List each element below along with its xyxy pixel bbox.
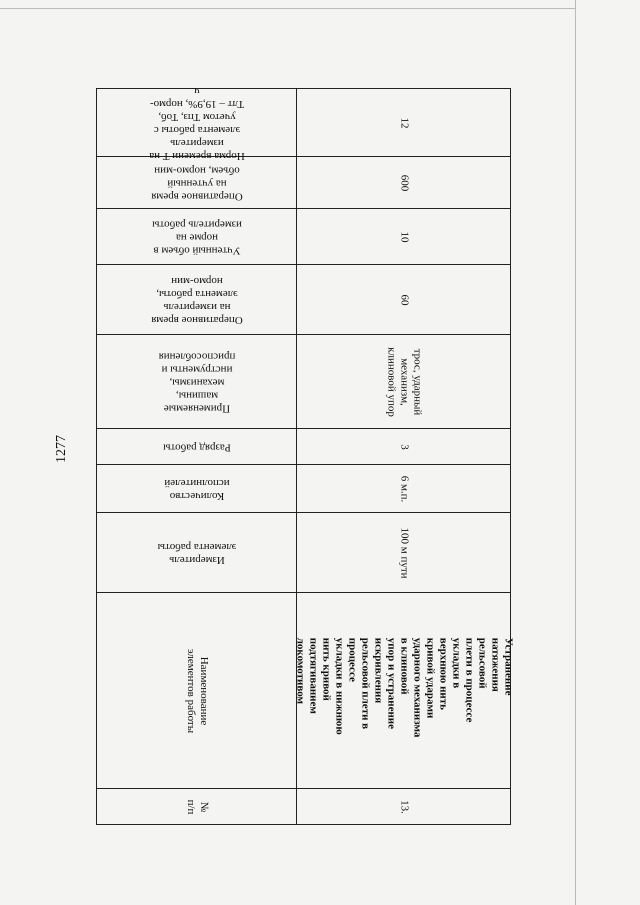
value-time-norm: 12	[398, 117, 410, 128]
header-cell-volume	[97, 209, 297, 265]
header-workers: Количество исполнителей	[163, 476, 230, 502]
value-cell-time-norm	[297, 89, 511, 157]
scan-edge-line	[575, 0, 576, 905]
value-meter: 100 м пути	[398, 526, 410, 579]
header-cell-name	[97, 593, 297, 789]
table-row-grade	[97, 429, 511, 465]
value-cell-number	[297, 789, 511, 825]
header-cell-op-time-volume	[97, 157, 297, 209]
header-number: № п/п	[184, 799, 210, 814]
value-cell-volume	[297, 209, 511, 265]
table-row-workers	[97, 465, 511, 513]
header-cell-grade	[97, 429, 297, 465]
header-cell-machines	[97, 335, 297, 429]
value-cell-machines	[297, 335, 511, 429]
header-time-norm: Норма времени Т на измеритель элемента работы с учетом Тпз, Тоб, Тлт – 19,9%, нормо-ч	[148, 84, 245, 162]
header-grade: Разряд работы	[162, 441, 231, 453]
table-row-name	[97, 593, 511, 789]
header-op-time: Оперативное время на измеритель элемента работы, нормо-мин	[150, 274, 243, 326]
value-cell-workers	[297, 465, 511, 513]
value-machines: трос, ударный механизм, клиновой упор	[385, 346, 423, 417]
value-volume: 10	[398, 231, 410, 242]
value-cell-name	[294, 593, 514, 789]
table-row-time-norm	[97, 89, 511, 157]
table-row-volume	[97, 209, 511, 265]
value-op-time: 60	[398, 294, 410, 305]
header-name: Наименование элементов работы	[184, 648, 210, 733]
value-grade: 3	[398, 443, 410, 450]
header-op-time-volume: Оперативное время на учтенный объем, нормо-мин	[150, 164, 243, 202]
header-volume: Учтенный объем в норме на измеритель работы	[151, 218, 242, 256]
table-row-meter	[97, 513, 511, 593]
table-row-op-time	[97, 265, 511, 335]
value-op-time-volume: 600	[398, 174, 410, 191]
header-cell-number	[97, 789, 297, 825]
table-row-machines	[97, 335, 511, 429]
value-cell-meter	[297, 513, 511, 593]
header-cell-workers	[97, 465, 297, 513]
norm-table	[96, 84, 514, 825]
header-cell-time-norm	[97, 84, 297, 162]
table-row-number	[97, 789, 511, 825]
value-cell-grade	[297, 429, 511, 465]
header-meter: Измеритель элемента работы	[157, 540, 236, 566]
header-cell-op-time	[97, 265, 297, 335]
value-number: 13.	[398, 799, 410, 814]
value-cell-op-time	[297, 265, 511, 335]
value-workers: 6 м.п.	[398, 475, 410, 502]
header-cell-meter	[97, 513, 297, 593]
table-row-op-time-volume	[97, 157, 511, 209]
value-cell-op-time-volume	[297, 157, 511, 209]
value-name: Устранение натяжения рельсовой плети в процессе укладки в верхнюю нить кривой ударами ударного механизма в клиновой упор и устранение искривления рельсовой плети в процессе укладки в нижнюю нить кривой подтягиванием локомотивом	[294, 637, 514, 737]
scan-edge-line	[0, 8, 575, 9]
header-machines: Применяемые машины, механизмы, инструменты и приспособления	[158, 350, 235, 414]
page-number: 1277	[54, 435, 69, 463]
